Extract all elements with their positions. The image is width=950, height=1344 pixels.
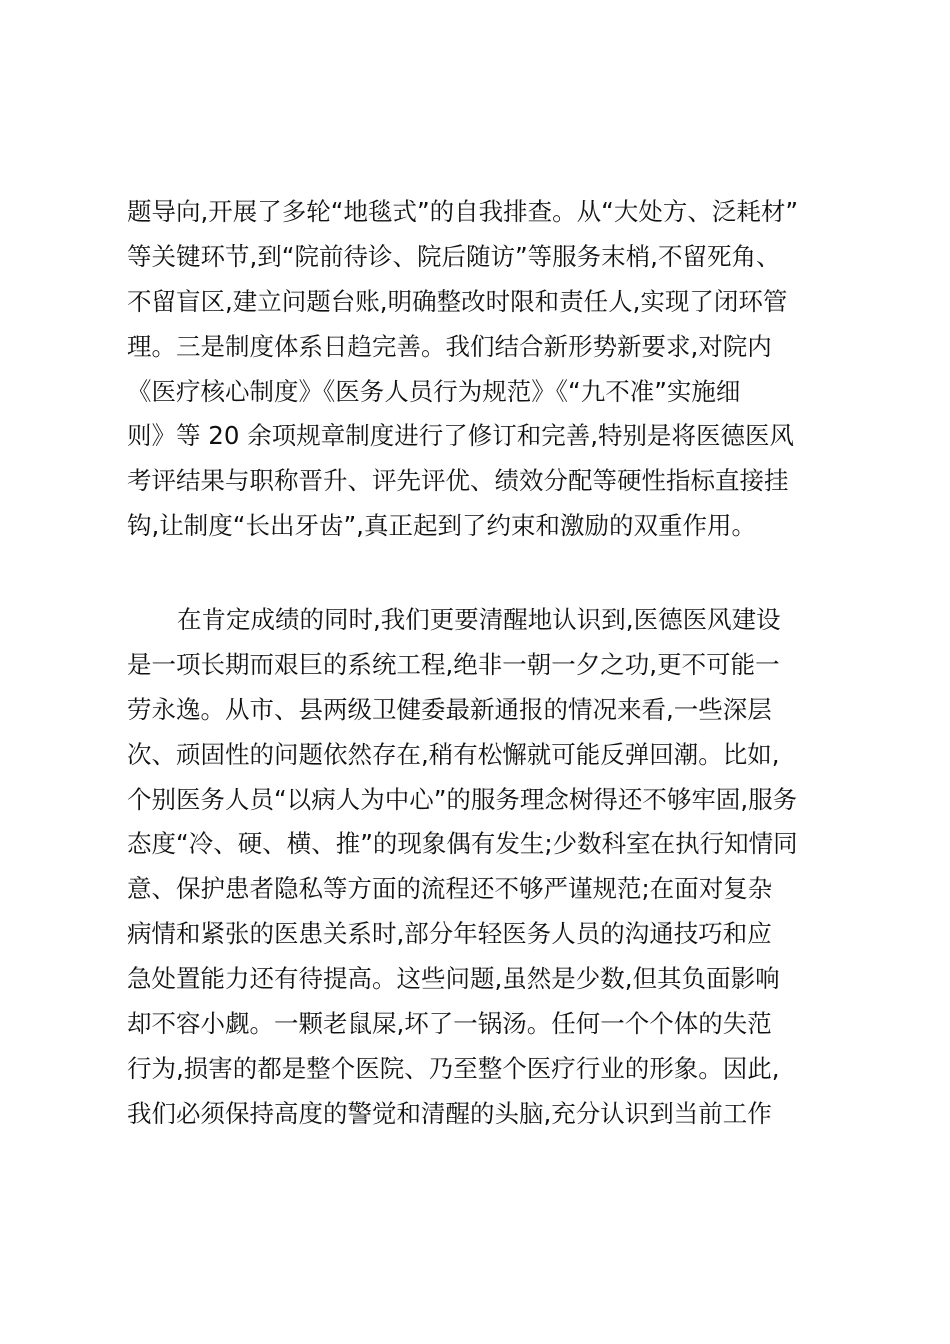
text-line: 《医疗核心制度》《医务人员行为规范》《“九不准”实施细	[127, 376, 741, 406]
text-line: 考评结果与职称晋升、评先评优、绩效分配等硬性指标直接挂	[127, 466, 789, 496]
text-line: 不留盲区,建立问题台账,明确整改时限和责任人,实现了闭环管	[127, 286, 788, 316]
text-line: 等关键环节,到“院前待诊、院后随访”等服务末梢,不留死角、	[127, 241, 781, 271]
text-line: 在肯定成绩的同时,我们更要清醒地认识到,医德医风建设	[177, 605, 781, 634]
paragraph-1	[127, 190, 827, 549]
text-line: 题导向,开展了多轮“地毯式”的自我排查。从“大处方、泛耗材”	[127, 197, 799, 226]
text-line: 则》等 20 余项规章制度进行了修订和完善,特别是将医德医风	[127, 421, 795, 451]
text-line: 理。三是制度体系日趋完善。我们结合新形势新要求,对院内	[127, 331, 772, 361]
text-line: 我们必须保持高度的警觉和清醒的头脑,充分认识到当前工作	[127, 1098, 772, 1128]
text-line: 行为,损害的都是整个医院、乃至整个医疗行业的形象。因此,	[127, 1053, 780, 1083]
text-line: 态度“冷、硬、横、推”的现象偶有发生;少数科室在执行知情同	[127, 829, 798, 859]
text-line: 病情和紧张的医患关系时,部分年轻医务人员的沟通技巧和应	[127, 919, 772, 949]
text-line: 劳永逸。从市、县两级卫健委最新通报的情况来看,一些深层	[127, 694, 772, 724]
text-line: 意、保护患者隐私等方面的流程还不够严谨规范;在面对复杂	[127, 874, 773, 904]
text-line: 钩,让制度“长出牙齿”,真正起到了约束和激励的双重作用。	[127, 511, 756, 541]
paragraph-2	[127, 598, 827, 1137]
text-line: 是一项长期而艰巨的系统工程,绝非一朝一夕之功,更不可能一	[127, 649, 780, 679]
text-line: 次、顽固性的问题依然存在,稍有松懈就可能反弹回潮。比如,	[127, 739, 780, 769]
text-line: 急处置能力还有待提高。这些问题,虽然是少数,但其负面影响	[127, 964, 780, 994]
text-line: 却不容小觑。一颗老鼠屎,坏了一锅汤。任何一个个体的失范	[127, 1009, 772, 1039]
text-line: 个别医务人员“以病人为中心”的服务理念树得还不够牢固,服务	[127, 784, 798, 814]
